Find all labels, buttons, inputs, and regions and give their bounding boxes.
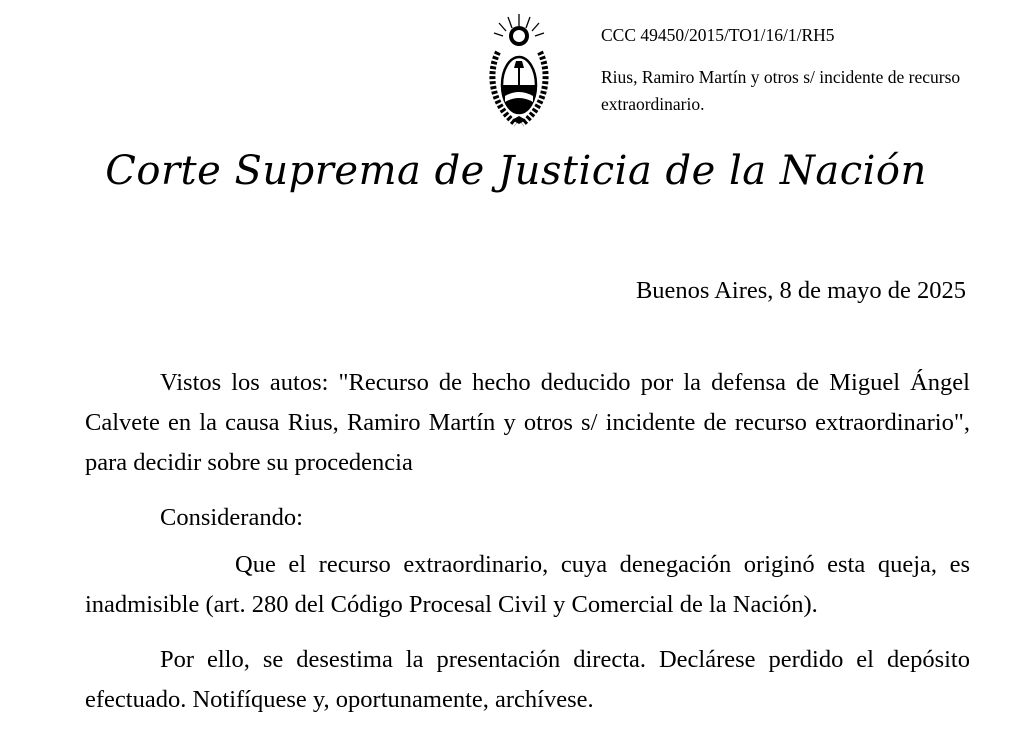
case-caption: Rius, Ramiro Martín y otros s/ incidente de recurso extraordinario.: [601, 67, 961, 114]
vistos-paragraph: Vistos los autos: "Recurso de hecho deducido por la defensa de Miguel Ángel Calvete en la causa Rius, Ramiro Martín y otros s/ incidente de recurso extraordinario", para decidir sobre su procedencia: [85, 369, 970, 476]
coat-of-arms-icon: [486, 12, 552, 130]
por-ello-paragraph: Por ello, se desestima la presentación directa. Declárese perdido el depósito efectuado. Notifíquese y, oportunamente, archívese.: [85, 646, 970, 713]
case-number: CCC 49450/2015/TO1/16/1/RH5: [601, 25, 835, 45]
que-paragraph: Que el recurso extraordinario, cuya denegación originó esta queja, es inadmisible (art. 280 del Código Procesal Civil y Comercial de la Nación).: [85, 551, 970, 618]
considerando-heading: Considerando:: [160, 504, 303, 531]
court-name-heading: Corte Suprema de Justicia de la Nación: [105, 148, 927, 194]
document-date: Buenos Aires, 8 de mayo de 2025: [635, 277, 966, 304]
